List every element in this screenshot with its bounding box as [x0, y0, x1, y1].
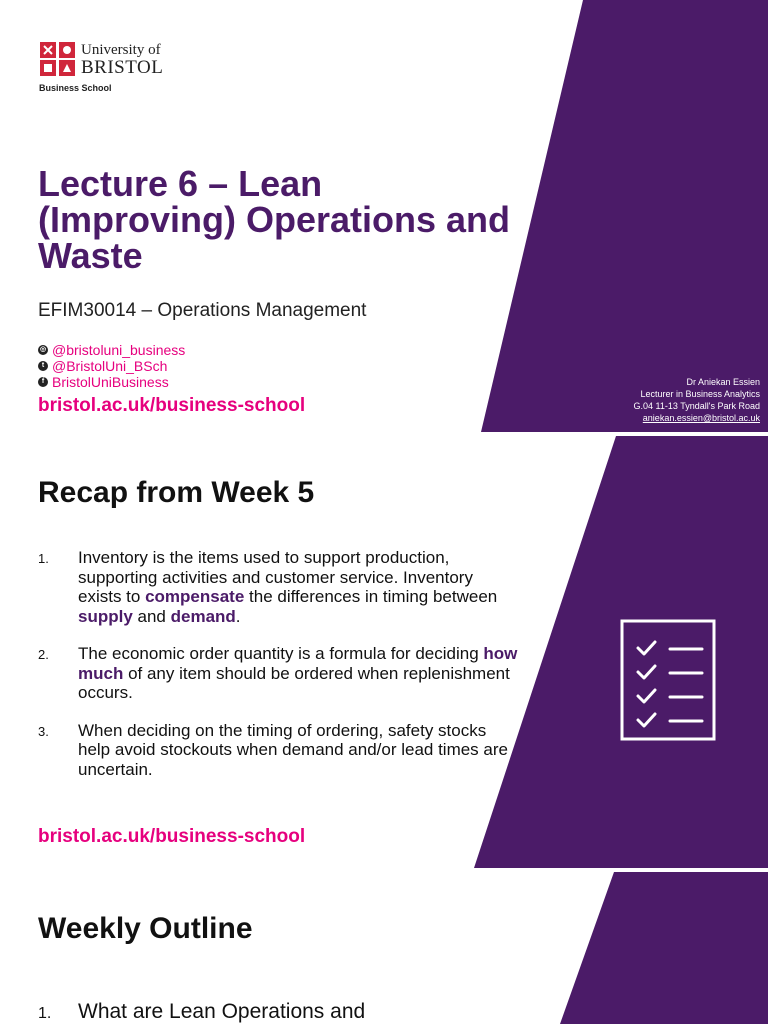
contact-block	[634, 376, 760, 424]
list-item	[38, 548, 518, 626]
recap-list	[38, 548, 518, 797]
list-text-fragment: and	[132, 606, 171, 626]
social-twitter[interactable]	[38, 358, 167, 374]
outline-item-text: What are Lean Operations and	[78, 1000, 366, 1023]
list-item-text	[78, 644, 517, 702]
list-item-number: 2.	[38, 647, 49, 662]
course-subtitle: EFIM30014 – Operations Management	[38, 300, 367, 321]
list-text-fragment: The economic order quantity is a formula for deciding	[78, 644, 484, 663]
social-instagram-handle: @bristoluni_business	[52, 342, 186, 358]
list-text-fragment: When deciding on the timing of ordering, safety stocks help avoid stockouts when demand and/or lead times are uncertain.	[78, 720, 508, 779]
lecture-title: Lecture 6 – Lean (Improving) Operations and Waste	[38, 163, 511, 276]
contact-name: Dr Aniekan Essien	[686, 377, 760, 387]
logo-bristol-text: BRISTOL	[81, 57, 164, 78]
list-text-fragment: .	[235, 606, 241, 626]
list-item	[38, 644, 518, 703]
outline-item-number: 1.	[38, 1005, 52, 1022]
business-school-link[interactable]: bristol.ac.uk/business-school	[38, 826, 306, 847]
list-item	[38, 721, 518, 780]
list-item-number: 3.	[38, 723, 49, 739]
social-facebook[interactable]	[38, 374, 169, 390]
contact-email-link[interactable]: aniekan.essien@bristol.ac.uk	[642, 413, 760, 423]
facebook-icon: f	[38, 377, 48, 387]
contact-address: G.04 11-13 Tyndall's Park Road	[633, 401, 760, 411]
outline-item	[38, 1000, 365, 1024]
business-school-link[interactable]: bristol.ac.uk/business-school	[38, 395, 306, 416]
contact-role: Lecturer in Business Analytics	[640, 389, 760, 399]
twitter-icon: t	[38, 361, 48, 371]
highlighted-term: demand	[170, 606, 236, 626]
social-instagram[interactable]	[38, 342, 185, 358]
list-item-number: 1.	[38, 551, 49, 566]
highlighted-term: compensate	[145, 587, 245, 606]
list-text-fragment: Inventory is the items used to support production, supporting activities and customer service. Inventory exists to	[78, 548, 473, 606]
logo-business-school-text: Business School	[39, 83, 112, 93]
title-slide	[0, 0, 768, 432]
instagram-icon: ◎	[39, 346, 47, 353]
list-item-text	[78, 721, 508, 779]
recap-slide	[0, 436, 768, 868]
list-text-fragment: of any item should be ordered when replenishment occurs.	[78, 663, 510, 702]
logo-university-text: University of	[81, 42, 161, 58]
social-facebook-handle: BristolUniBusiness	[52, 374, 169, 390]
recap-title: Recap from Week 5	[38, 476, 315, 509]
list-item-text	[78, 548, 497, 626]
university-crest-logo	[39, 41, 77, 77]
social-twitter-handle: @BristolUni_BSch	[52, 358, 168, 374]
highlighted-term: supply	[78, 606, 133, 626]
list-text-fragment: the differences in timing between	[244, 587, 498, 606]
weekly-outline-title: Weekly Outline	[38, 912, 253, 945]
checklist-icon	[620, 619, 716, 741]
highlighted-term: how much	[78, 644, 518, 683]
weekly-outline-slide	[0, 872, 768, 1024]
